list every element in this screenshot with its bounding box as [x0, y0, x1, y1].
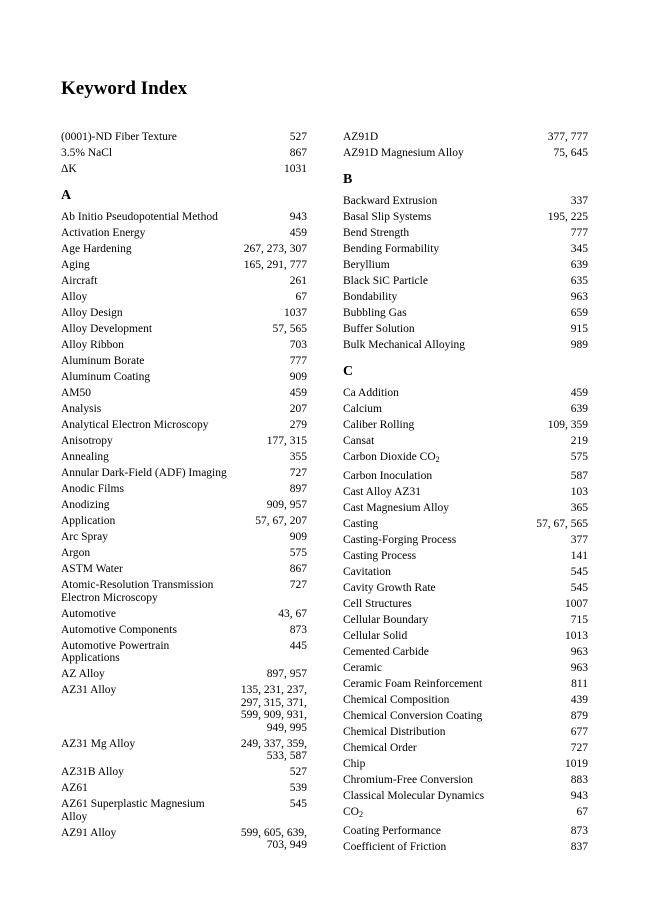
index-term: Cellular Boundary — [343, 614, 429, 626]
index-pages: 1007 — [565, 598, 588, 610]
index-pages: 873 — [289, 623, 307, 636]
index-entry — [61, 242, 307, 258]
index-term: Cast Magnesium Alloy — [343, 502, 450, 514]
index-term: Ceramic — [343, 662, 382, 674]
index-entry — [343, 226, 588, 242]
index-entry — [343, 130, 588, 146]
index-entry — [61, 130, 307, 146]
index-term: Atomic-Resolution Transmission Electron Microscopy — [61, 579, 214, 604]
index-entry — [61, 386, 307, 402]
index-pages: 279 — [289, 419, 307, 431]
index-entry — [343, 629, 588, 645]
index-term: Black SiC Particle — [343, 275, 428, 287]
index-entry — [61, 797, 307, 826]
index-term: AZ91D Magnesium Alloy — [343, 147, 464, 159]
index-term: AZ91D — [343, 131, 379, 143]
index-term: Casting-Forging Process — [343, 534, 457, 546]
index-entry — [61, 498, 307, 514]
index-entry — [343, 581, 588, 597]
index-pages: 943 — [289, 211, 307, 223]
index-term: AZ31 Alloy — [61, 684, 117, 696]
index-term: Bend Strength — [343, 227, 410, 239]
index-pages: 445 — [289, 639, 307, 652]
index-term: Automotive Components — [61, 623, 177, 636]
index-term: Chemical Order — [343, 742, 417, 754]
index-term: Calcium — [343, 403, 382, 415]
index-entry — [61, 434, 307, 450]
index-pages: 897, 957 — [266, 668, 307, 680]
index-pages: 67 — [576, 806, 588, 818]
index-term: Analysis — [61, 403, 102, 415]
index-entry — [61, 466, 307, 482]
index-term: Cast Alloy AZ31 — [343, 486, 421, 498]
index-term: Chemical Distribution — [343, 726, 446, 738]
index-term: Annular Dark-Field (ADF) Imaging — [61, 467, 227, 479]
index-entry — [343, 290, 588, 306]
index-pages: 715 — [570, 614, 588, 626]
index-pages: 377 — [570, 534, 588, 546]
index-term: Coating Performance — [343, 825, 442, 837]
index-pages: 777 — [570, 227, 588, 239]
index-term: Ceramic Foam Reinforcement — [343, 678, 483, 690]
index-entry — [343, 741, 588, 757]
index-entry — [343, 824, 588, 840]
index-group-az-continued — [343, 130, 588, 162]
page-title: Keyword Index — [61, 78, 188, 99]
index-pages: 897 — [289, 483, 307, 495]
index-term: Anisotropy — [61, 435, 113, 447]
index-pages: 575 — [289, 547, 307, 559]
index-group-c — [343, 386, 588, 856]
index-pages: 1013 — [565, 630, 588, 642]
index-pages: 177, 315 — [266, 435, 307, 447]
index-entry — [61, 482, 307, 498]
index-pages: 43, 67 — [278, 607, 307, 620]
index-term: Aircraft — [61, 275, 98, 287]
index-entry — [61, 562, 307, 578]
index-entry — [61, 578, 307, 607]
index-term: Caliber Rolling — [343, 419, 415, 431]
index-entry — [61, 546, 307, 562]
index-term: Activation Energy — [61, 227, 146, 239]
index-entry — [61, 226, 307, 242]
index-term: Age Hardening — [61, 243, 132, 255]
index-pages: 545 — [570, 566, 588, 578]
index-term: Beryllium — [343, 259, 390, 271]
index-term: Analytical Electron Microscopy — [61, 419, 209, 431]
index-pages: 57, 565 — [272, 323, 307, 335]
index-entry — [61, 402, 307, 418]
index-pages: 909, 957 — [266, 499, 307, 511]
index-term-text: CO — [343, 806, 359, 818]
index-entry — [61, 146, 307, 162]
index-term: Cansat — [343, 435, 375, 447]
index-term: Buffer Solution — [343, 323, 415, 335]
index-entry — [343, 434, 588, 450]
index-pages: 727 — [289, 467, 307, 479]
index-entry — [343, 533, 588, 549]
index-entry — [343, 597, 588, 613]
index-column-right — [343, 130, 588, 856]
index-pages: 135, 231, 237, 297, 315, 371, 599, 909, 931, 949, 995 — [240, 684, 307, 734]
index-entry — [61, 162, 307, 178]
index-pages: 545 — [289, 798, 307, 810]
index-entry — [61, 370, 307, 386]
index-pages: 879 — [570, 710, 588, 722]
index-pages: 249, 337, 359, 533, 587 — [240, 737, 307, 762]
index-pages: 57, 67, 207 — [255, 515, 307, 527]
index-entry — [343, 386, 588, 402]
index-group-c-part2 — [343, 469, 588, 805]
index-term: 3.5% NaCl — [61, 147, 113, 159]
index-pages: 587 — [570, 470, 588, 482]
index-entry — [343, 840, 588, 856]
index-pages: 539 — [289, 782, 307, 794]
index-term: Annealing — [61, 451, 109, 463]
index-pages: 1031 — [284, 163, 307, 175]
index-pages: 635 — [570, 275, 588, 287]
index-pages: 915 — [570, 323, 588, 335]
index-term: Argon — [61, 547, 91, 559]
index-term: AZ31B Alloy — [61, 766, 124, 778]
index-pages: 337 — [570, 195, 588, 207]
index-term: Alloy Ribbon — [61, 339, 124, 351]
index-entry — [343, 805, 588, 824]
index-term: Automotive Powertrain Applications — [61, 639, 170, 664]
index-entry — [61, 274, 307, 290]
index-term: Application — [61, 515, 116, 527]
index-column-left — [61, 130, 307, 854]
index-entry — [61, 765, 307, 781]
index-pages: 639 — [570, 259, 588, 271]
index-pages: 909 — [289, 371, 307, 383]
index-entry — [343, 565, 588, 581]
index-pages: 599, 605, 639, 703, 949 — [240, 826, 307, 851]
index-entry — [343, 242, 588, 258]
index-pages: 109, 359 — [547, 419, 588, 431]
index-entry — [343, 613, 588, 629]
index-term: AZ61 Superplastic Magnesium Alloy — [61, 798, 205, 823]
index-entry — [343, 418, 588, 434]
index-term: Cavitation — [343, 566, 391, 578]
index-pages: 1037 — [284, 307, 307, 319]
index-term: AM50 — [61, 387, 92, 399]
index-entry — [343, 757, 588, 773]
index-pages: 365 — [570, 502, 588, 514]
index-term: Bulk Mechanical Alloying — [343, 339, 466, 351]
index-term: Carbon Inoculation — [343, 470, 433, 482]
index-entry — [61, 418, 307, 434]
index-entry — [343, 322, 588, 338]
index-pages: 195, 225 — [547, 211, 588, 223]
index-group-a — [61, 210, 307, 854]
index-pages: 989 — [570, 339, 588, 351]
index-entry — [343, 693, 588, 709]
index-term: Casting — [343, 518, 379, 530]
index-entry — [61, 258, 307, 274]
index-entry — [343, 709, 588, 725]
index-term: Chemical Composition — [343, 694, 450, 706]
index-pages: 527 — [289, 131, 307, 143]
index-pages: 141 — [570, 550, 588, 562]
index-term: Cell Structures — [343, 598, 412, 610]
index-pages: 639 — [570, 403, 588, 415]
index-pages: 355 — [289, 451, 307, 463]
index-term: Bending Formability — [343, 243, 440, 255]
section-heading-c: C — [343, 364, 354, 379]
index-entry — [61, 683, 307, 737]
index-pages: 837 — [570, 841, 588, 853]
index-entry — [343, 210, 588, 226]
index-term: AZ61 — [61, 782, 88, 794]
index-term: Chemical Conversion Coating — [343, 710, 483, 722]
section-heading-b: B — [343, 172, 353, 187]
index-entry — [61, 530, 307, 546]
index-term: Cavity Growth Rate — [343, 582, 436, 594]
index-pages: 439 — [570, 694, 588, 706]
index-term: Chip — [343, 758, 366, 770]
index-pages: 75, 645 — [553, 147, 588, 159]
index-term: (0001)-ND Fiber Texture — [61, 131, 177, 143]
index-pages: 811 — [571, 678, 588, 690]
index-entry — [61, 450, 307, 466]
index-entry — [61, 290, 307, 306]
index-pages: 103 — [570, 486, 588, 498]
index-term: Aluminum Coating — [61, 371, 151, 383]
index-pages: 377, 777 — [547, 131, 588, 143]
index-pages: 727 — [289, 579, 307, 591]
index-entry — [343, 725, 588, 741]
index-term: Classical Molecular Dynamics — [343, 790, 485, 802]
index-entry — [343, 789, 588, 805]
index-entry — [343, 549, 588, 565]
index-pages: 727 — [570, 742, 588, 754]
subscript: 2 — [435, 455, 440, 464]
index-entry — [61, 338, 307, 354]
index-entry — [61, 639, 307, 668]
index-entry — [343, 645, 588, 661]
index-pages: 873 — [570, 825, 588, 837]
index-group-symbols — [61, 130, 307, 178]
index-term: Aging — [61, 259, 90, 271]
index-pages: 943 — [570, 790, 588, 802]
index-term: Ca Addition — [343, 387, 399, 399]
index-pages: 575 — [570, 451, 588, 463]
index-entry — [343, 773, 588, 789]
index-term-text: Carbon Dioxide CO — [343, 451, 436, 463]
index-pages: 67 — [295, 291, 307, 303]
index-entry — [61, 514, 307, 530]
index-term: Basal Slip Systems — [343, 211, 432, 223]
index-pages: 261 — [289, 275, 307, 287]
index-pages: 909 — [289, 531, 307, 543]
index-term: Cemented Carbide — [343, 646, 429, 658]
index-entry — [61, 306, 307, 322]
subscript: 2 — [358, 810, 363, 819]
index-entry — [343, 677, 588, 693]
index-entry — [343, 469, 588, 485]
index-term — [343, 805, 577, 824]
index-pages: 459 — [289, 387, 307, 399]
index-entry — [343, 306, 588, 322]
index-pages: 459 — [570, 387, 588, 399]
index-entry — [61, 322, 307, 338]
index-pages: 57, 67, 565 — [536, 518, 588, 530]
index-entry — [61, 210, 307, 226]
index-pages: 883 — [570, 774, 588, 786]
index-entry — [61, 737, 307, 766]
index-pages: 1019 — [565, 758, 588, 770]
index-term — [343, 450, 571, 469]
index-entry — [343, 274, 588, 290]
index-term: Alloy — [61, 291, 88, 303]
index-term: AZ91 Alloy — [61, 826, 117, 839]
index-term: ΔK — [61, 163, 77, 175]
index-entry — [61, 607, 307, 623]
index-pages: 207 — [289, 403, 307, 415]
index-entry — [343, 258, 588, 274]
index-term: Casting Process — [343, 550, 417, 562]
index-term: Anodic Films — [61, 483, 124, 495]
index-term: ASTM Water — [61, 563, 123, 575]
index-group-c-part3 — [343, 824, 588, 856]
index-term: Automotive — [61, 607, 116, 620]
index-pages: 703 — [289, 339, 307, 351]
index-entry — [343, 501, 588, 517]
index-pages: 527 — [289, 766, 307, 778]
index-term: Bubbling Gas — [343, 307, 407, 319]
index-term: Cellular Solid — [343, 630, 408, 642]
index-term: Alloy Design — [61, 307, 123, 319]
index-entry — [61, 826, 307, 855]
index-entry — [343, 661, 588, 677]
index-entry — [343, 517, 588, 533]
index-entry — [61, 781, 307, 797]
index-term: Arc Spray — [61, 531, 108, 543]
index-entry — [61, 667, 307, 683]
index-group-c-part1 — [343, 386, 588, 450]
index-pages: 545 — [570, 582, 588, 594]
index-term: Backward Extrusion — [343, 195, 438, 207]
index-pages: 963 — [570, 291, 588, 303]
index-entry — [343, 146, 588, 162]
index-group-b — [343, 194, 588, 354]
index-pages: 219 — [570, 435, 588, 447]
index-pages: 165, 291, 777 — [243, 259, 307, 271]
index-pages: 459 — [289, 227, 307, 239]
index-pages: 267, 273, 307 — [243, 243, 307, 255]
index-pages: 345 — [570, 243, 588, 255]
index-term: AZ Alloy — [61, 668, 105, 680]
index-term: Ab Initio Pseudopotential Method — [61, 211, 218, 223]
index-entry — [343, 402, 588, 418]
index-term: Chromium-Free Conversion — [343, 774, 473, 786]
index-pages: 867 — [289, 147, 307, 159]
index-term: Coefficient of Friction — [343, 841, 447, 853]
index-term: Aluminum Borate — [61, 355, 145, 367]
index-term: AZ31 Mg Alloy — [61, 737, 136, 750]
index-entry — [61, 354, 307, 370]
index-pages: 963 — [570, 646, 588, 658]
index-entry — [343, 194, 588, 210]
index-entry — [61, 623, 307, 639]
section-heading-a: A — [61, 188, 72, 203]
index-entry — [343, 338, 588, 354]
index-term: Bondability — [343, 291, 398, 303]
index-pages: 659 — [570, 307, 588, 319]
index-pages: 867 — [289, 563, 307, 575]
index-entry — [343, 485, 588, 501]
index-term: Alloy Development — [61, 323, 153, 335]
index-entry — [343, 450, 588, 469]
index-term: Anodizing — [61, 499, 110, 511]
index-pages: 677 — [570, 726, 588, 738]
index-pages: 777 — [289, 355, 307, 367]
index-pages: 963 — [570, 662, 588, 674]
